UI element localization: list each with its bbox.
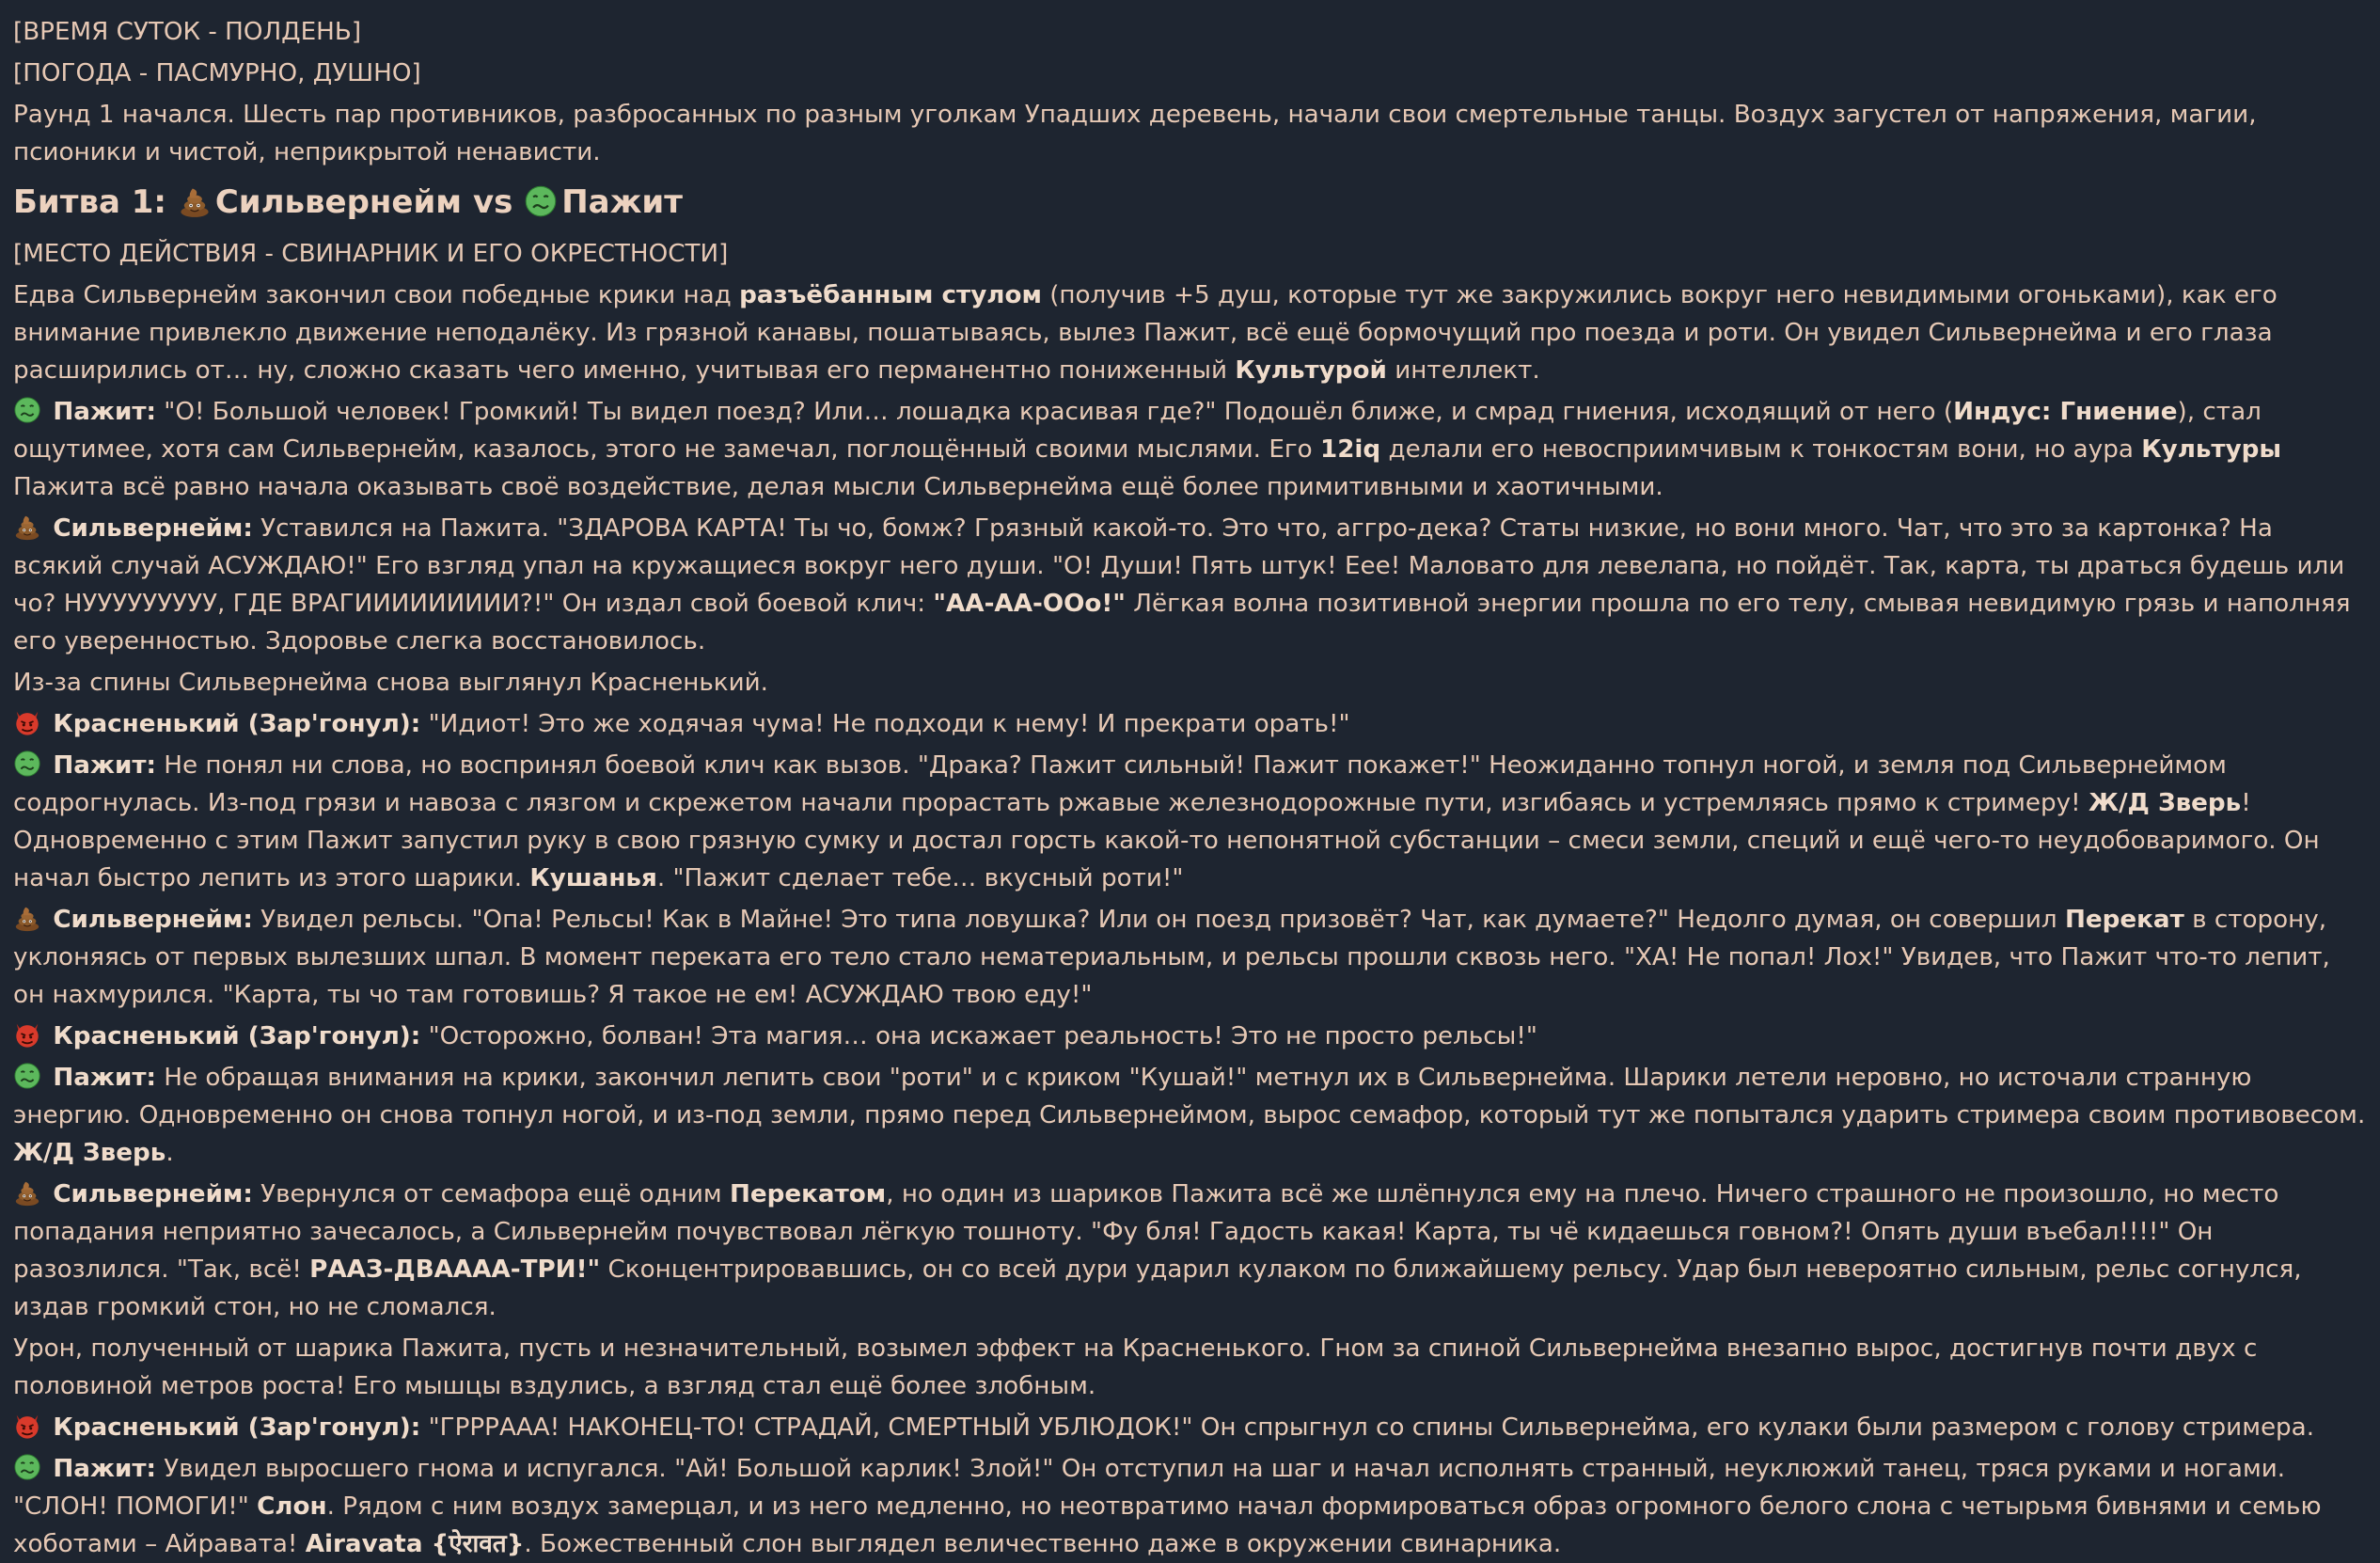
bold-text: Airavata {ऐरावत}: [305, 1530, 525, 1558]
dialogue-paragraph-pazhit: [13, 1059, 2367, 1172]
dialogue-paragraph-krasnenky: [13, 1409, 2367, 1446]
text-segment: Едва Сильвернейм закончил свои победные крики над: [13, 281, 740, 309]
dialogue-paragraph-silvername: [13, 510, 2367, 660]
text-segment: ! Одновременно с этим Пажит запустил руку в свою грязную сумку и достал горсть какой-то непонятной субстанции – смеси земли, специй и ещё чего-то неудобоваримого. Он начал быстро лепить из этого шарики.: [13, 789, 2320, 892]
text-segment: Лёгкая волна позитивной энергии прошла по его телу, смывая невидимую грязь и наполняя его уверенностью. Здоровье слегка восстановилось.: [13, 590, 2351, 655]
bold-text: Кушанья: [529, 864, 657, 892]
text-segment: Увидел выросшего гнома и испугался. "Ай! Большой карлик! Злой!" Он отступил на шаг и начал исполнять странный, неуклюжий танец, тряся руками и ногами. "СЛОН! ПОМОГИ!": [13, 1455, 2286, 1521]
bold-text: Ж/Д Зверь: [13, 1139, 166, 1167]
text-segment: Урон, полученный от шарика Пажита, пусть и незначительный, возымел эффект на Красненького. Гном за спиной Сильвернейма внезапно вырос, достигнув почти двух с половиной метров роста! Его мышцы вздулись, а взгляд стал ещё более злобным.: [13, 1334, 2258, 1400]
narration-paragraph: [13, 1330, 2367, 1405]
dialogue-paragraph-krasnenky: [13, 1018, 2367, 1055]
bold-text: Сильвернейм:: [53, 906, 253, 934]
bold-text: "АА-АА-ООо!": [933, 590, 1126, 618]
dialogue-paragraph-pazhit: [13, 1450, 2367, 1563]
nauseated-face-icon: [13, 1062, 41, 1090]
bold-text: РААЗ-ДВАААА-ТРИ!": [309, 1255, 601, 1284]
narration-paragraph: [13, 276, 2367, 389]
nauseated-face-icon: [13, 750, 41, 778]
text-segment: . "Пажит сделает тебе… вкусный роти!": [656, 864, 1184, 892]
story-body: [13, 276, 2367, 1563]
bold-text: Сильвернейм:: [53, 1180, 253, 1208]
bold-text: Культуры: [2141, 435, 2282, 464]
text-segment: Не обращая внимания на крики, закончил лепить свои "роти" и с криком "Кушай!" метнул их в Сильвернейма. Шарики летели неровно, но источали странную энергию. Одновременно он снова топнул ногой, и из-под земли, прямо перед Сильвернеймом, вырос семафор, который тут же попытался ударить стримера своим противовесом.: [13, 1064, 2366, 1129]
text-segment: . Рядом с ним воздух замерцал, и из него медленно, но неотвратимо начал формироваться образ огромного белого слона с четырьмя бивнями и семью хоботами – Айравата!: [13, 1492, 2322, 1558]
text-segment: Уставился на Пажита. "ЗДАРОВА КАРТА! Ты чо, бомж? Грязный какой-то. Это что, аггро-дека? Статы низкие, но вони много. Чат, что это за картонка? На всякий случай АСУЖДАЮ!" Его взгляд упал на кружащиеся вокруг него души. "О! Души! Пять штук! Еее! Маловато для левелапа, но пойдёт. Так, карта, ты драться будешь или чо? НУУУУУУУУУ, ГДЕ ВРАГИИИИИИИИИ?!" Он издал свой боевой клич:: [13, 514, 2345, 618]
vs-label: vs: [462, 183, 525, 221]
poop-icon: [13, 1178, 41, 1207]
text-segment: . Божественный слон выглядел величественно даже в окружении свинарника.: [524, 1530, 1562, 1558]
bold-text: Сильвернейм:: [53, 514, 253, 543]
battle-heading-prefix: Битва 1:: [13, 183, 178, 221]
imp-icon: [13, 1412, 41, 1440]
imp-icon: [13, 708, 41, 736]
text-segment: Из-за спины Сильвернейма снова выглянул Красненький.: [13, 669, 768, 697]
text-segment: интеллект.: [1386, 356, 1540, 385]
bold-text: разъёбанным стулом: [739, 281, 1042, 309]
text-segment: Увернулся от семафора ещё одним: [252, 1180, 730, 1208]
bold-text: Красненький (Зар'гонул):: [53, 710, 421, 738]
bold-text: Культурой: [1235, 356, 1387, 385]
bold-text: Красненький (Зар'гонул):: [53, 1022, 421, 1050]
dialogue-paragraph-silvername: [13, 1176, 2367, 1326]
text-segment: "Осторожно, болван! Эта магия… она искажает реальность! Это не просто рельсы!": [420, 1022, 1537, 1050]
text-segment: "О! Большой человек! Громкий! Ты видел поезд? Или… лошадка красивая где?" Подошёл ближе, и смрад гниения, исходящий от него (: [155, 398, 1954, 426]
text-segment: "ГРРРААА! НАКОНЕЦ-ТО! СТРАДАЙ, СМЕРТНЫЙ УБЛЮДОК!" Он спрыгнул со спины Сильвернейма, его кулаки были размером с голову стримера.: [420, 1413, 2315, 1442]
intro-paragraph: Раунд 1 начался. Шесть пар противников, разбросанных по разным уголкам Упадших деревень, начали свои смертельные танцы. Воздух загустел от напряжения, магии, псионики и чистой, неприкрытой ненависти.: [13, 101, 2257, 166]
text-segment: Пажита всё равно начала оказывать своё воздействие, делая мысли Сильвернейма ещё более примитивными и хаотичными.: [13, 473, 1663, 501]
bold-text: 12iq: [1319, 435, 1381, 464]
bold-text: Красненький (Зар'гонул):: [53, 1413, 421, 1442]
bold-text: Пажит:: [53, 1455, 156, 1483]
text-segment: .: [165, 1139, 174, 1167]
dialogue-paragraph-silvername: [13, 901, 2367, 1014]
bold-text: Индус: Гниение: [1953, 398, 2178, 426]
text-segment: Увидел рельсы. "Опа! Рельсы! Как в Майне! Это типа ловушка? Или он поезд призовёт? Чат, как думаете?" Недолго думая, он совершил: [252, 906, 2065, 934]
location-tag: [МЕСТО ДЕЙСТВИЯ - СВИНАРНИК И ЕГО ОКРЕСТНОСТИ]: [13, 240, 729, 268]
bold-text: Ж/Д Зверь: [2088, 789, 2242, 817]
text-segment: (получив +5 душ, которые тут же закружились вокруг него невидимыми огоньками), как его внимание привлекло движение неподалёку. Из грязной канавы, пошатываясь, вылез Пажит, всё ещё бормочущий про поезда и роти. Он увидел Сильвернейма и его глаза расширились от… ну, сложно сказать чего именно, учитывая его перманентно пониженный: [13, 281, 2278, 385]
bold-text: Перекатом: [729, 1180, 887, 1208]
poop-icon: [13, 513, 41, 541]
text-segment: "Идиот! Это же ходячая чума! Не подходи к нему! И прекрати орать!": [420, 710, 1350, 738]
text-segment: в сторону, уклоняясь от первых вылезших шпал. В момент переката его тело стало нематериальным, и рельсы прошли сквозь него. "ХА! Не попал! Лох!" Увидев, что Пажит что-то лепит, он нахмурился. "Карта, ты чо там готовишь? Я такое не ем! АСУЖДАЮ твою еду!": [13, 906, 2330, 1009]
imp-icon: [13, 1020, 41, 1049]
nauseated-face-icon: [13, 396, 41, 424]
time-of-day-tag: [ВРЕМЯ СУТОК - ПОЛДЕНЬ]: [13, 18, 362, 46]
text-segment: Не понял ни слова, но воспринял боевой клич как вызов. "Драка? Пажит сильный! Пажит покажет!" Неожиданно топнул ногой, и земля под Сильвернеймом содрогнулась. Из-под грязи и навоза с лязгом и скрежетом начали прорастать ржавые железнодорожные пути, изгибаясь и устремляясь прямо к стримеру!: [13, 751, 2227, 817]
bold-text: Пажит:: [53, 1064, 156, 1092]
nauseated-face-icon: [524, 184, 558, 218]
text-segment: ), стал ощутимее, хотя сам Сильвернейм, казалось, этого не замечал, поглощённый своими мыслями. Его: [13, 398, 2262, 464]
dialogue-paragraph-pazhit: [13, 393, 2367, 506]
bold-text: Перекат: [2064, 906, 2184, 934]
nauseated-face-icon: [13, 1453, 41, 1481]
text-segment: Сконцентрировавшись, он со всей дури ударил кулаком по ближайшему рельсу. Удар был невероятно сильным, рельс согнулся, издав громкий стон, но не сломался.: [13, 1255, 2302, 1321]
weather-tag: [ПОГОДА - ПАСМУРНО, ДУШНО]: [13, 59, 421, 87]
fighter2-name: Пажит: [561, 183, 683, 221]
fighter1-name: Сильвернейм: [214, 183, 463, 221]
bold-text: Пажит:: [53, 398, 156, 426]
dialogue-paragraph-krasnenky: [13, 705, 2367, 743]
bold-text: Пажит:: [53, 751, 156, 780]
text-segment: , но один из шариков Пажита всё же шлёпнулся ему на плечо. Ничего страшного не произошло, но место попадания неприятно зачесалось, а Сильвернейм почувствовал лёгкую тошноту. "Фу бля! Гадость какая! Карта, ты чё кидаешься говном?! Опять души въебал!!!!" Он разозлился. "Так, всё!: [13, 1180, 2279, 1284]
poop-icon: [13, 904, 41, 932]
battle-heading: [13, 181, 2367, 224]
narration-paragraph: [13, 664, 2367, 702]
dialogue-paragraph-pazhit: [13, 747, 2367, 897]
bold-text: Слон: [257, 1492, 327, 1521]
poop-icon: [178, 184, 212, 218]
text-segment: делали его невосприимчивым к тонкостям вони, но аура: [1380, 435, 2142, 464]
